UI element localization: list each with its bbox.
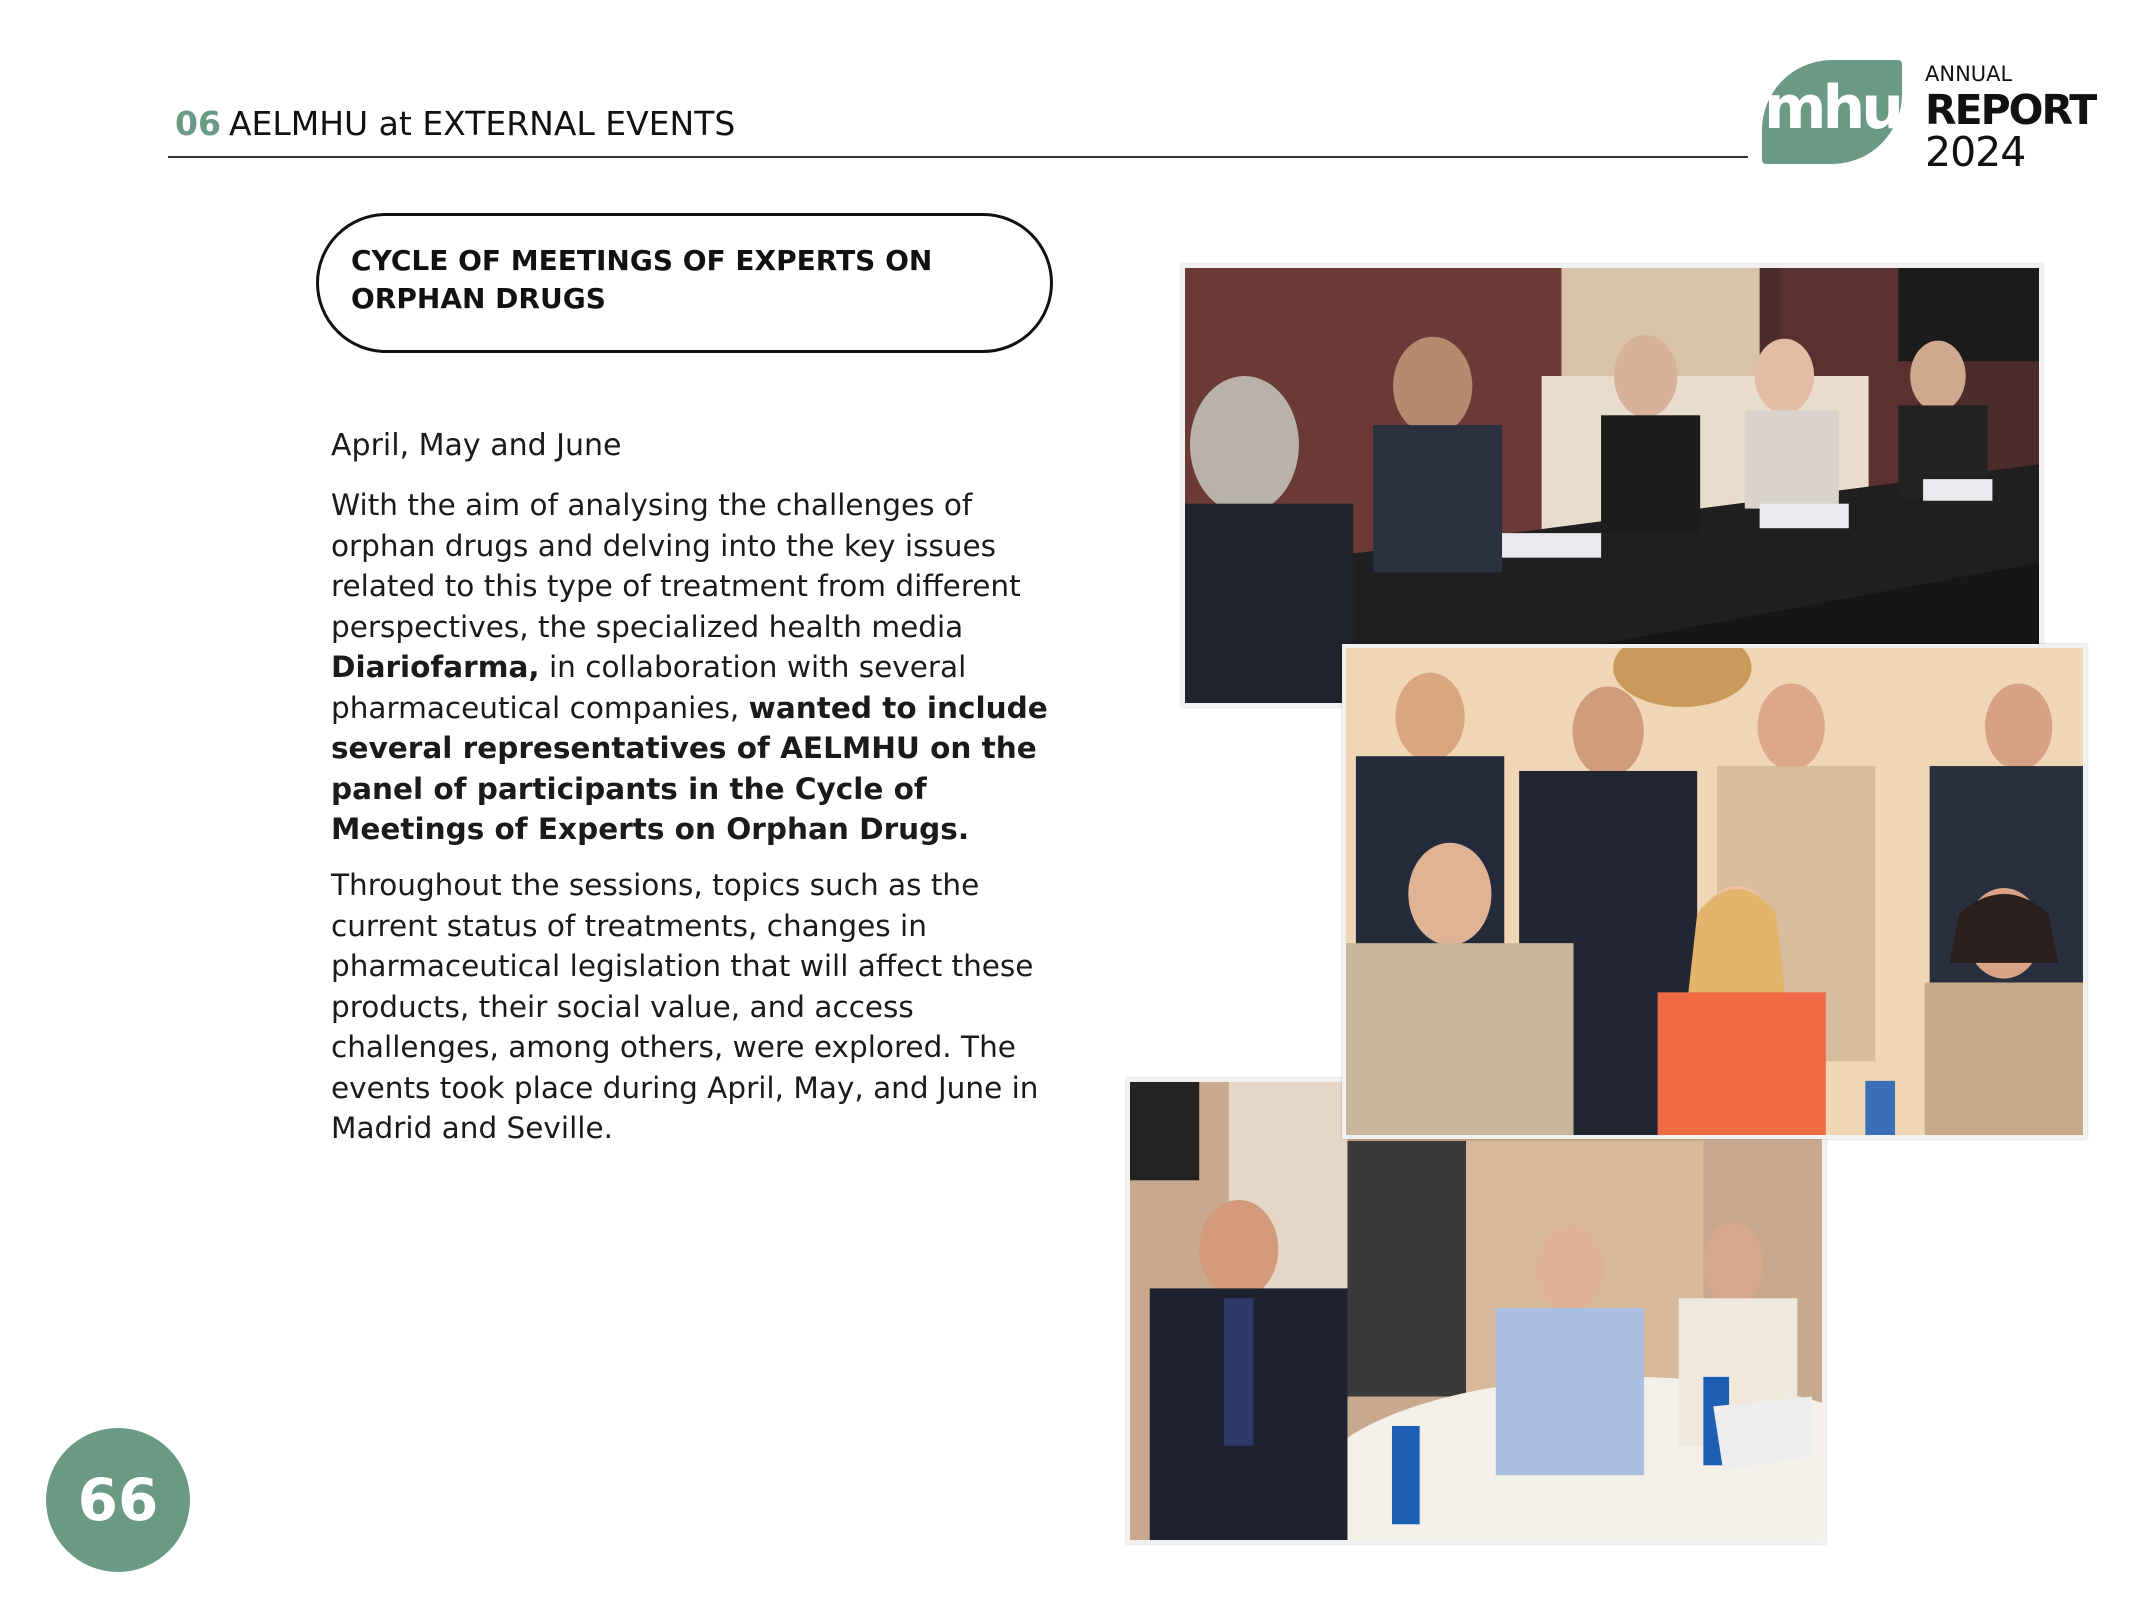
group-photo-image [1346, 648, 2083, 1135]
section-heading-pill [316, 213, 1053, 353]
page-number-badge [46, 1428, 190, 1572]
section-title [175, 104, 735, 143]
mhu-logo [1762, 60, 1902, 164]
section-title-text: AELMHU at EXTERNAL EVENTS [228, 104, 736, 143]
section-heading: CYCLE OF MEETINGS OF EXPERTS ON ORPHAN DRUGS [351, 244, 933, 315]
group-photo [1342, 644, 2087, 1139]
report-label: REPORT [1925, 86, 2096, 134]
paragraph-2: Throughout the sessions, topics such as the current status of treatments, changes in pharmaceutical legislation that will affect these products, their social value, and access challenges, among others, were explored. The events took place during April, May, and June in Madrid and Seville. [331, 868, 1039, 1145]
paragraph-1 [331, 485, 1061, 850]
paragraph-1-bold-1: Diariofarma, [331, 650, 540, 684]
event-dates: April, May and June [331, 428, 622, 463]
paragraph-1-part-1: With the aim of analysing the challenges of orphan drugs and delving into the key issues related to this type of treatment from different perspectives, the specialized health media [331, 488, 1021, 644]
page-number: 66 [77, 1466, 159, 1534]
logo-mark: mhu [1764, 73, 1900, 143]
report-year: 2024 [1925, 128, 2026, 176]
paragraph-1-bold-2: wanted to include several representatives of AELMHU on the panel of participants in the Cycle of Meetings of Experts on Orphan Drugs. [331, 690, 1048, 846]
meeting-photo-3-image [1130, 1082, 1822, 1540]
section-number: 06 [175, 104, 221, 143]
meeting-photo-1 [1181, 264, 2043, 707]
header-divider [168, 156, 1748, 158]
paragraph-1-part-2: in collaboration with several pharmaceutical companies, [331, 650, 967, 725]
meeting-photo-3 [1126, 1078, 1826, 1544]
report-annual-label: ANNUAL [1925, 62, 2013, 86]
meeting-photo-1-image [1185, 268, 2039, 703]
